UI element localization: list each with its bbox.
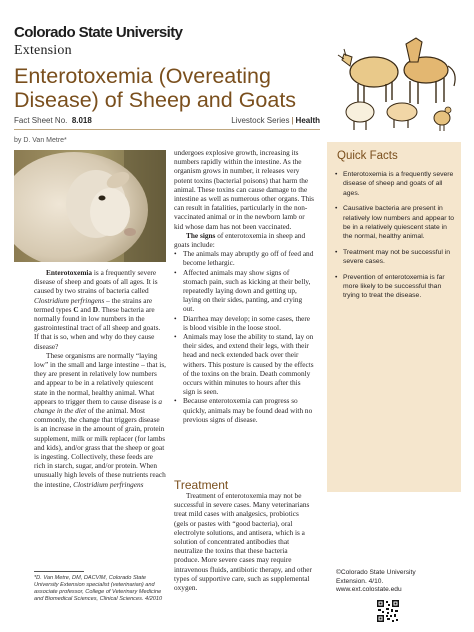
list-item: • Animals may lose the ability to stand, lay on their sides, and extend their legs, with their head and neck extended back over their withers. This posture is caused by the effects of the toxins on the brain. Death commonly occurs within minutes to hours after this sign is seen. [174,332,314,396]
fact-sheet-number [14,116,92,125]
page-title: Enterotoxemia (Overeating Disease) of Sheep and Goats [14,64,297,112]
list-item: • The animals may abruptly go off of feed and become lethargic. [174,249,314,267]
qr-code-icon[interactable] [376,599,400,623]
series-label: Livestock Series | Health [231,116,320,125]
quick-fact-item: • Prevention of enterotoxemia is far more likely to be successful than trying to treat the disease. [335,273,457,301]
farm-animals-illustration [330,26,460,136]
body-column-2 [174,148,314,424]
growth-paragraph: undergoes explosive growth, increasing its numbers rapidly within the intestine. As the organism grows in number, it releases very potent toxins (bacterial poisons) that harm the animal. These toxins can cause damage to the intestine as well as numerous other organs. This can result in fatalities, particularly in the non-vaccinated animal or in the newborn lamb or kid whose dam has not been vaccinated. [174,148,314,231]
cause-paragraph [34,351,166,489]
copyright-block [336,569,466,595]
signs-intro-text: of enterotoxemia in sheep and goats include: [174,230,306,250]
list-item: • Diarrhea may develop; in some cases, there is blood visible in the loose stool. [174,314,314,332]
footnote-divider [34,571,84,572]
type-d: D [92,304,99,314]
csu-extension-logo [14,24,214,59]
quick-facts-list [335,170,457,307]
list-item: • Because enterotoxemia can progress so quickly, animals may be found dead with no previous signs of disease. [174,396,314,424]
treatment-column [174,491,314,592]
intro-paragraph [34,268,166,351]
quick-fact-item: • Treatment may not be successful in severe cases. [335,248,457,267]
quick-facts-title: Quick Facts [337,150,398,162]
intro-and: and [78,304,93,314]
cause-emphasis: a change in the diet [34,396,163,416]
fact-sheet-no: 8.018 [71,116,92,125]
body-column-1 [34,268,166,489]
quick-facts-sidebar [327,142,461,492]
cause-species: Clostridium perfringens [73,479,144,489]
series-topic: Health [295,116,320,125]
series-name: Livestock Series [231,116,290,125]
intro-text-c: . These bacteria are normally found in low numbers in the gastrointestinal tract of all sheep and goats. If that is so, when and why do they cause disease? [34,304,161,351]
treatment-heading: Treatment [174,478,229,492]
sheep-photo [14,150,166,262]
intro-text-a: is a frequently severe disease of sheep and goats of all ages. It is caused by two strains of bacteria called [34,268,158,296]
signs-intro [174,231,314,249]
quick-fact-item: • Causative bacteria are present in relatively low numbers and appear to be in a relatively quiescent state in the normal, healthy animal. [335,204,457,242]
signs-label: The signs [186,230,216,240]
cause-text-a: These organisms are normally “laying low” in the small and large intestine – that is, they are present in relatively low numbers and appear to be in a relatively quiescent state in the normal, healthy animal. What appears to trigger them to cause disease is [34,350,166,406]
fact-sheet-label: Fact Sheet No. [14,116,68,125]
extension-name: Extension [14,43,72,58]
byline: by D. Van Metre* [14,137,67,144]
fact-sheet-line [14,116,320,125]
website-link[interactable]: www.ext.colostate.edu [336,586,402,594]
copyright-line-2: Extension. 4/10. [336,577,384,585]
species-name: Clostridium perfringens [34,295,105,305]
university-name: Colorado State University [14,24,183,41]
term-enterotoxemia: Enterotoxemia [46,268,93,277]
cause-text-b: of the animal. Most commonly, the change that triggers disease is an increase in the amount of grain, protein supplement, milk or milk replacer (for lambs and kids), and/or grass that the sheep or goat is ingesting. Collectively, these feeds are rich in starch, sugar, and/or protein. When unusually high levels of these nutrients reach the intestine, [34,406,166,489]
signs-list [174,249,314,424]
type-c: C [73,304,79,314]
author-footnote: *D. Van Metre, DM, DACVIM, Colorado State University Extension specialist (veterinarian) and associate professor, College of Veterinary Medicine and Biomedical Sciences, Clinical Sciences. 4/2010 [34,575,163,602]
header-divider [14,129,320,130]
quick-fact-item: • Enterotoxemia is a frequently severe disease of sheep and goats of all ages. [335,170,457,198]
list-item: • Affected animals may show signs of stomach pain, such as kicking at their belly, repeatedly laying down and getting up, laying on their sides, panting, and crying out. [174,268,314,314]
treatment-paragraph: Treatment of enterotoxemia may not be successful in severe cases. Many veterinarians treat mild cases with analgesics, probiotics (gels or pastes with “good bacteria), oral electrolyte solutions, and antisera, which is a solution of concentrated antibodies that neutralize the toxins that these bacteria produce. More severe cases may require intravenous fluids, antibiotic therapy, and other types of supportive care, such as supplemental oxygen. [174,491,312,593]
copyright-line-1: ©Colorado State University [336,569,416,576]
intro-text-b: – the strains are termed types [34,295,153,314]
